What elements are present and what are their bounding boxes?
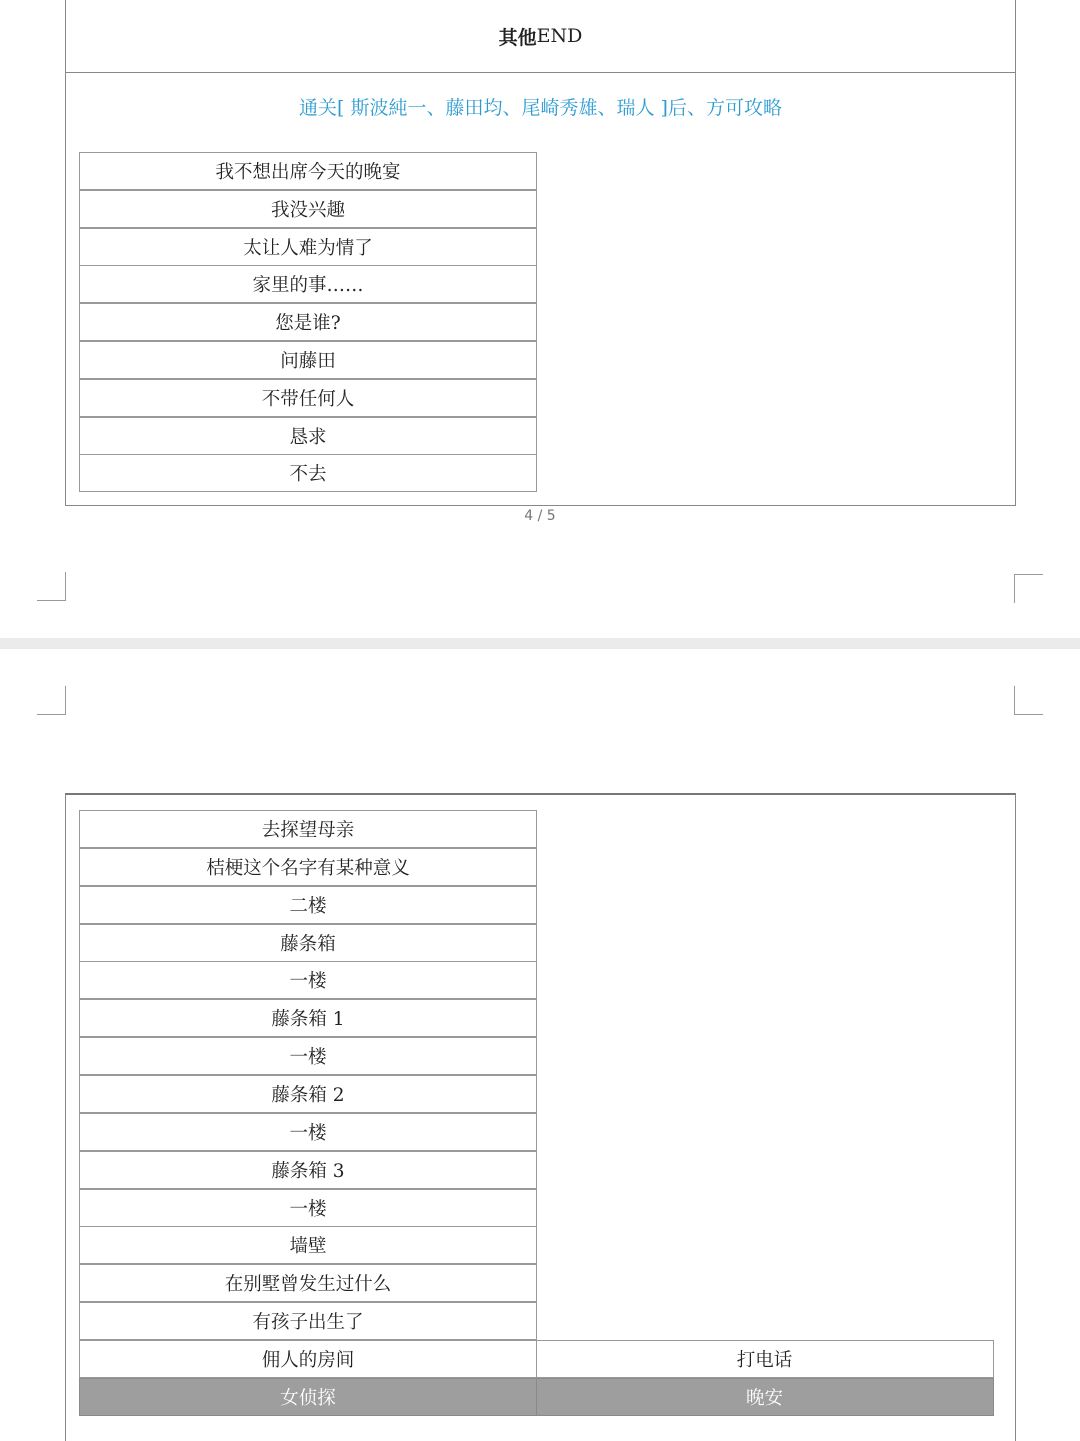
choice-cell: 有孩子出生了 [79,1302,537,1340]
crop-mark-top-right [1014,686,1043,715]
crop-mark-bottom-right [1014,574,1043,603]
choice-cell: 一楼 [79,1113,537,1151]
choice-cell: 我不想出席今天的晚宴 [79,152,537,190]
choice-cell: 藤条箱 3 [79,1151,537,1189]
choice-cell: 一楼 [79,1037,537,1075]
ending-cell-right: 晚安 [536,1378,994,1416]
crop-mark-top-left [37,686,66,715]
choice-cell: 在别墅曾发生过什么 [79,1264,537,1302]
choice-cell: 您是谁? [79,303,537,341]
ending-cell-left: 女侦探 [79,1378,537,1416]
section-title [66,0,1015,73]
choice-cell: 藤条箱 [79,924,537,962]
choice-cell: 去探望母亲 [79,810,537,848]
choice-cell: 藤条箱 2 [79,1075,537,1113]
choice-cell: 太让人难为情了 [79,228,537,266]
document-page-4 [65,0,1016,506]
choice-cell: 恳求 [79,417,537,455]
choice-cell: 一楼 [79,1189,537,1227]
choice-cell: 一楼 [79,961,537,999]
page-indicator: 4 / 5 [524,508,556,524]
choice-cell-right: 打电话 [536,1340,994,1378]
choice-cell-left: 佣人的房间 [79,1340,537,1378]
page-gap [0,638,1080,649]
choice-cell: 桔梗这个名字有某种意义 [79,848,537,886]
choice-cell: 墙壁 [79,1226,537,1264]
section-title-rest: END [536,25,583,47]
choice-cell: 藤条箱 1 [79,999,537,1037]
document-page-5 [65,793,1016,1441]
choice-cell: 二楼 [79,886,537,924]
choice-cell: 家里的事…… [79,265,537,303]
unlock-condition-note: 通关[ 斯波純一、藤田均、尾崎秀雄、瑞人 ]后、方可攻略 [299,96,782,119]
crop-mark-bottom-left [37,572,66,601]
choice-cell: 我没兴趣 [79,190,537,228]
choice-cell: 问藤田 [79,341,537,379]
choice-cell: 不带任何人 [79,379,537,417]
section-title-bold: 其他 [498,26,537,49]
choice-cell: 不去 [79,454,537,492]
